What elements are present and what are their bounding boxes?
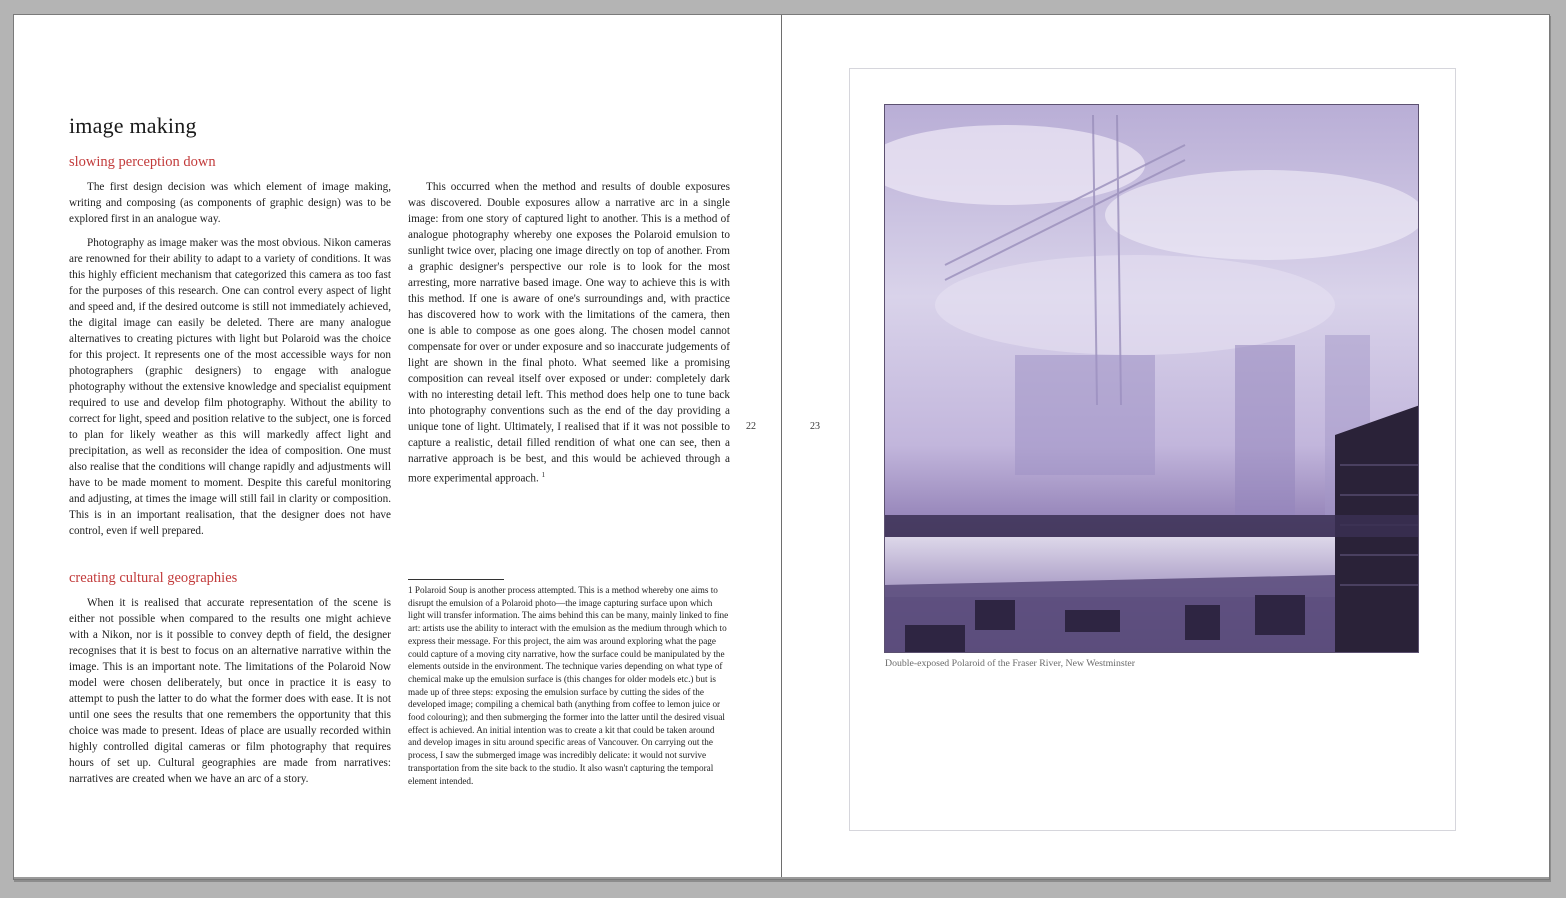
footnote: 1 Polaroid Soup is another process attempted. This is a method whereby one aims to disrupt the emulsion of a Polaroid photo—the image capturing surface upon which light will transfer information. The aims behind this can be many, mainly linked to fine art: artists use the ability to interact with the emulsion as the medium through which to express their message. For this project, the aim was around exploring what the page could capture of a moving city narrative, how the surface could be manipulated by the elements outside in the environment. The technique varies depending on what type of chemical make up the emulsion surface is (this changes for older models etc.) but is made up of three steps: exposing the emulsion surface by cutting the sides of the developed image; compiling a chemical bath (anything from coffee to lemon juice or food colouring); and then submerging the former into the latter until the desired visual effect is achieved. An initial intention was to create a kit that could be taken around and develop images in situ around specific areas of Vancouver. On carrying out the process, I saw the submerged image was incredibly delicate: it would not survive transportation from the site back to the studio. It also wasn't capturing the temporal element intended. xyxy=(408,585,729,786)
footnote-rule xyxy=(408,579,504,580)
section2-body xyxy=(69,595,391,795)
body-paragraph: The first design decision was which element of image making, writing and composing (as components of graphic design) was to be explored first in an analogue way. xyxy=(69,181,391,225)
page-bottom-edge xyxy=(14,877,1549,879)
page-title: image making xyxy=(69,113,197,138)
photo-caption: Double-exposed Polaroid of the Fraser River, New Westminster xyxy=(885,658,1136,669)
page-number-right: 23 xyxy=(810,421,820,432)
page-number-left: 22 xyxy=(746,421,756,432)
body-paragraph: When it is realised that accurate representation of the scene is either not possible when compared to the results one might achieve with a Nikon, nor is it possible to convey depth of field, the designer recognises that it is best to focus on an alternative narrative within the image. This is an important note. The limitations of the Polaroid Now model were chosen deliberately, but once in practice it is easy to attempt to push the latter to do what the former does with ease. It is not until one sees the results that one remembers the opportunity that this choice was made to present. Ideas of place are usually recorded within highly controlled digital cameras or film photography that requires hours of set up. Cultural geographies are made from narratives: narratives are created when we have an arc of a story. xyxy=(69,597,391,785)
double-exposed-polaroid-photo-icon xyxy=(884,104,1419,653)
body-paragraph: Photography as image maker was the most obvious. Nikon cameras are renowned for their ability to adapt to a variety of conditions. It was this highly efficient mechanism that categorized this camera as too fast for the purposes of this research. One can control every aspect of light and speed and, if the desired outcome is still not immediately achieved, the digital image can easily be deleted. There are many analogue alternatives to creating pictures with light but Polaroid was the choice for this project. It represents one of the most accessible ways for non photographers (graphic designers) to engage with analogue photography without the extensive knowledge and specialist equipment required to use and develop film photography. Without the ability to correct for light, speed and position relative to the subject, one is forced to plan for likely weather as this will markedly affect light and precipitation, as well as reconsider the idea of composition. One must also realise that the conditions will change rapidly and adjustments will have to be made moment to moment. Despite this careful monitoring and adjusting, at times the image will still fail in clarity or composition. This is in an important realisation, that the designer does not have control, even if well prepared. xyxy=(69,237,391,537)
page-gutter xyxy=(781,15,782,879)
column-two-body xyxy=(408,179,730,495)
footnote-marker: 1 xyxy=(541,471,546,479)
section-heading-cultural-geographies: creating cultural geographies xyxy=(69,570,238,586)
section1-body xyxy=(69,179,391,547)
body-paragraph: This occurred when the method and results of double exposures was discovered. Double exposures allow a narrative arc in a single image: from one story of captured light to another. This is a method of analogue photography whereby one exposes the Polaroid emulsion to sunlight twice over, placing one image directly on top of another. From a graphic designer's perspective our role is to look for the most arresting, more narrative based image. One way to achieve this is with this method. If one is aware of one's surroundings and, with practice has discovered how to work with the limitations of the camera, then one is able to compose as one goes along. The chosen model cannot compensate for over or under exposure and so inaccurate judgements of light are shown in the final photo. What seemed like a promising composition can reveal itself over exposed or under: completely dark with no interesting detail left. This method does help one to tune back into photography conventions such as the end of the day providing a unique tone of light. Ultimately, I realised that if it was not possible to capture a realistic, detail filled rendition of what one can see, then a narrative approach is be best, and this would be achieved through a more experimental approach. $^1$ xyxy=(408,181,730,485)
section-heading-slowing-perception: slowing perception down xyxy=(69,154,216,170)
